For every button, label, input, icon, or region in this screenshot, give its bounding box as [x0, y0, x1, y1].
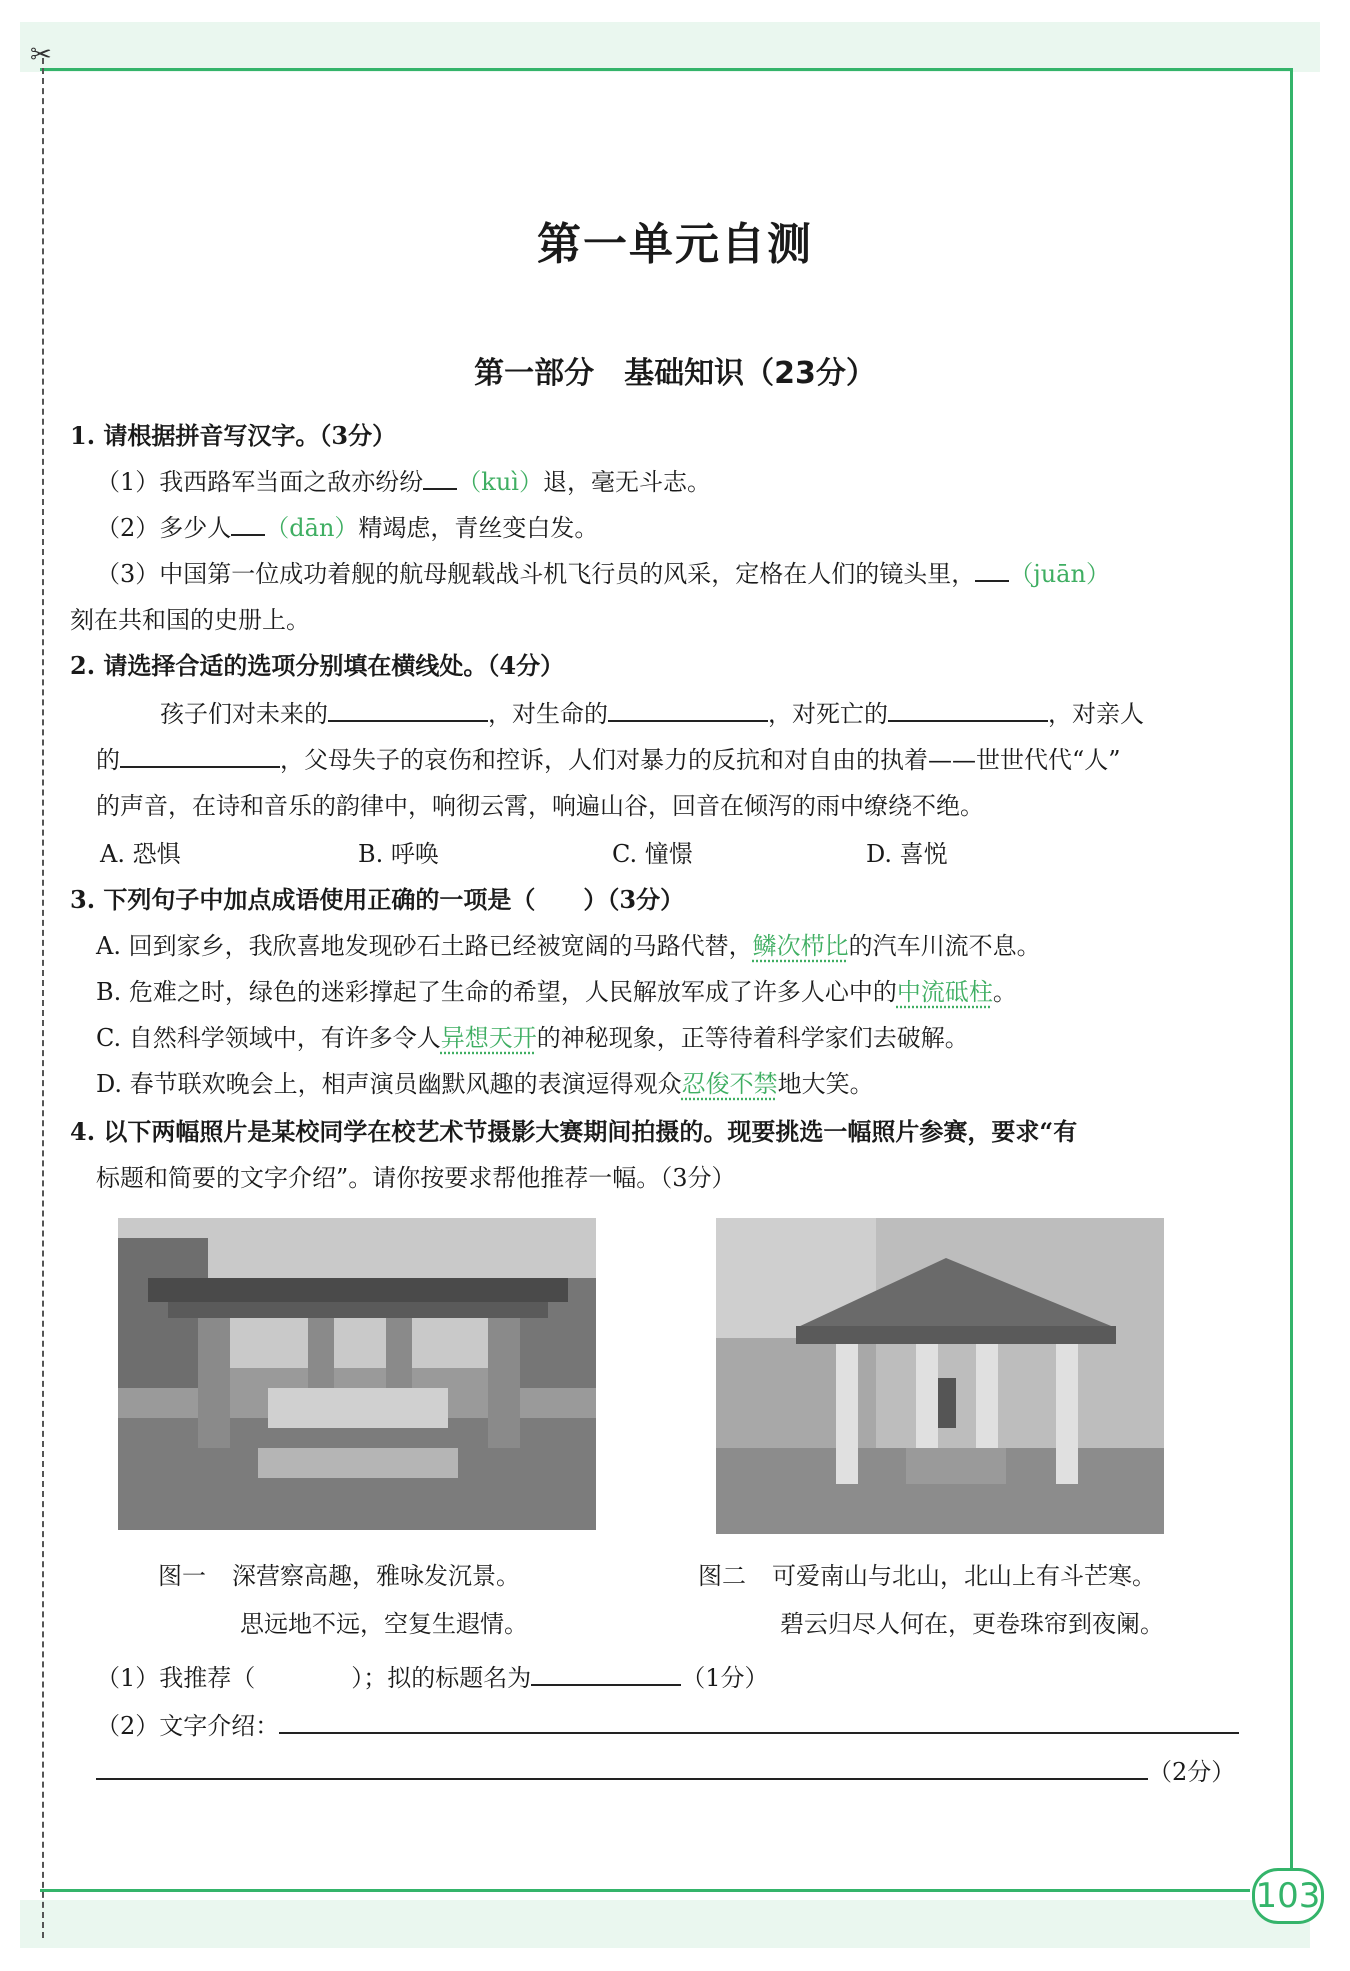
page-number: 103	[1252, 1868, 1324, 1924]
cut-line	[42, 58, 44, 1938]
q3-idiom-b: 中流砥柱	[896, 978, 993, 1006]
caption-figure-2-line2: 碧云归尽人何在，更卷珠帘到夜阑。	[780, 1610, 1164, 1638]
q2-blank-1[interactable]	[328, 698, 488, 722]
q4-title-blank[interactable]	[531, 1662, 681, 1686]
q4-intro-blank-2[interactable]	[96, 1756, 1148, 1780]
q2-passage-line2: 的 ，父母失子的哀伤和控诉，人们对暴力的反抗和对自由的执着——世世代代“人”	[96, 746, 1121, 774]
q1-item3-blank[interactable]	[975, 558, 1009, 582]
q1-item1-text: （1）我西路军当面之敌亦纷纷	[96, 468, 424, 496]
q4-stem-line2: 标题和简要的文字介绍”。请你按要求帮他推荐一幅。（3分）	[96, 1164, 736, 1192]
q2-blank-4[interactable]	[120, 744, 280, 768]
q1-item3-text: （3）中国第一位成功着舰的航母舰载战斗机飞行员的风采，定格在人们的镜头里，	[96, 560, 976, 588]
q2-blank-3[interactable]	[888, 698, 1048, 722]
caption-figure-1-line1: 图一 深营察高趣，雅咏发沉景。	[158, 1562, 520, 1590]
figure-2-label: 图二	[698, 1562, 746, 1590]
bottom-band	[20, 1900, 1310, 1948]
caption-figure-1-line2: 思远地不远，空复生遐情。	[240, 1610, 528, 1638]
top-band	[20, 22, 1320, 72]
page-title: 第一单元自测	[537, 219, 813, 270]
q4-sub2: （2）文字介绍：	[96, 1706, 1239, 1741]
q3-option-a[interactable]: A. 回到家乡，我欣喜地发现砂石土路已经被宽阔的马路代替，鳞次栉比的汽车川流不息。	[96, 932, 1041, 960]
photo-figure-2	[716, 1218, 1164, 1534]
q3-stem: 3. 下列句子中加点成语使用正确的一项是（ ）（3分）	[70, 885, 685, 914]
scissors-icon: ✂	[30, 40, 52, 70]
q1-item1-text-end: 退，毫无斗志。	[542, 468, 711, 496]
q1-item1-pinyin: （kuì）	[457, 468, 543, 496]
q4-sub1: （1）我推荐（ ）；拟的标题名为 （1分）	[96, 1664, 769, 1692]
q2-option-a[interactable]: A. 恐惧	[100, 840, 181, 868]
frame-right-border	[1290, 68, 1293, 1888]
q3-idiom-d: 忍俊不禁	[681, 1070, 778, 1098]
q1-item1	[96, 462, 711, 497]
q1-item2-text: （2）多少人	[96, 514, 232, 542]
q2-passage-line3: 的声音，在诗和音乐的韵律中，响彻云霄，响遍山谷，回音在倾泻的雨中缭绕不绝。	[96, 792, 984, 820]
caption-figure-2-line1: 图二 可爱南山与北山，北山上有斗芒寒。	[698, 1562, 1156, 1590]
q4-stem-line1: 4. 以下两幅照片是某校同学在校艺术节摄影大赛期间拍摄的。现要挑选一幅照片参赛，要求“有	[70, 1117, 1078, 1146]
q3-idiom-a: 鳞次栉比	[752, 932, 849, 960]
q2-passage-line1: 孩子们对未来的 ，对生命的 ，对死亡的 ，对亲人	[160, 700, 1144, 728]
q1-item1-blank[interactable]	[423, 466, 457, 490]
q3-option-b[interactable]: B. 危难之时，绿色的迷彩撑起了生命的希望，人民解放军成了许多人心中的中流砥柱。	[96, 978, 1017, 1006]
q1-item2	[96, 508, 598, 543]
q2-blank-2[interactable]	[608, 698, 768, 722]
section-title: 第一部分 基础知识（23分）	[474, 356, 876, 391]
q1-stem: 1. 请根据拼音写汉字。（3分）	[70, 421, 397, 450]
q3-option-c[interactable]: C. 自然科学领域中，有许多令人异想天开的神秘现象，正等待着科学家们去破解。	[96, 1024, 969, 1052]
q2-option-c[interactable]: C. 憧憬	[612, 840, 693, 868]
q4-sub2-line2: （2分）	[96, 1752, 1235, 1787]
q3-option-d[interactable]: D. 春节联欢晚会上，相声演员幽默风趣的表演逗得观众忍俊不禁地大笑。	[96, 1070, 874, 1098]
q2-stem: 2. 请选择合适的选项分别填在横线处。（4分）	[70, 651, 565, 680]
frame-top-border	[40, 68, 1293, 71]
photo-figure-1	[118, 1218, 596, 1530]
q1-item2-pinyin: （dān）	[265, 514, 359, 542]
frame-bottom-border	[40, 1889, 1250, 1892]
q1-item2-blank[interactable]	[231, 512, 265, 536]
q1-item3	[96, 554, 1110, 589]
q4-intro-blank-1[interactable]	[279, 1710, 1239, 1734]
figure-1-label: 图一	[158, 1562, 206, 1590]
q1-item3-continuation: 刻在共和国的史册上。	[70, 606, 310, 634]
q1-item2-text-end: 精竭虑，青丝变白发。	[358, 514, 599, 542]
q2-option-d[interactable]: D. 喜悦	[866, 840, 948, 868]
q1-item3-pinyin: （juān）	[1009, 560, 1110, 588]
q3-idiom-c: 异想天开	[440, 1024, 537, 1052]
q2-option-b[interactable]: B. 呼唤	[358, 840, 439, 868]
